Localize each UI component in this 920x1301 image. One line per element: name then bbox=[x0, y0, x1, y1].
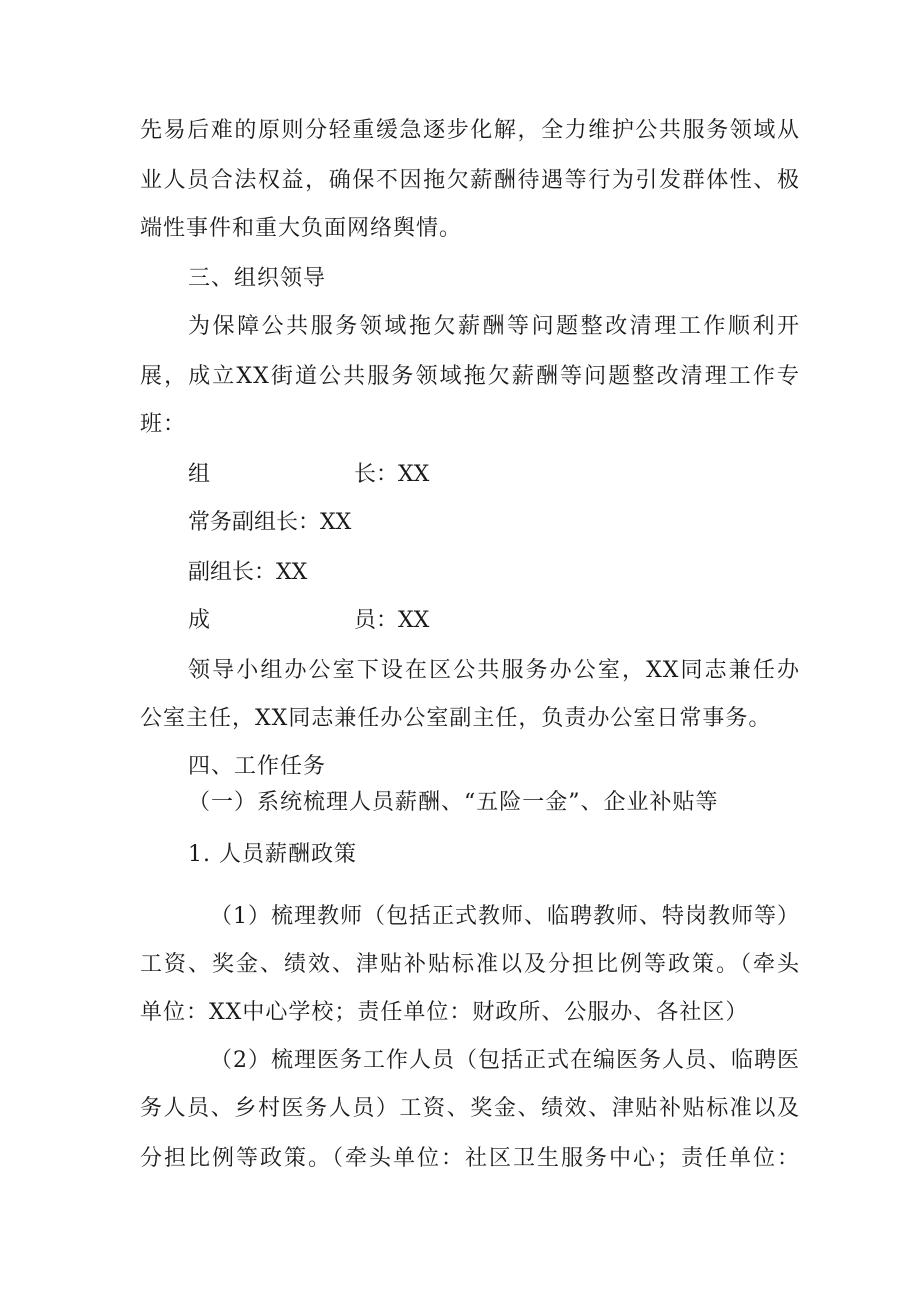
paragraph-line: 单位：XX中心学校；责任单位：财政所、公服办、各社区） bbox=[140, 1000, 749, 1025]
role-exec-deputy: 常务副组长：XX bbox=[188, 510, 352, 535]
paragraph-line: 端性事件和重大负面网络舆情。 bbox=[140, 216, 463, 241]
paragraph-line: 先易后难的原则分轻重缓急逐步化解，全力维护公共服务领域从 bbox=[140, 118, 800, 143]
paragraph-line: 领导小组办公室下设在区公共服务办公室，XX同志兼任办 bbox=[188, 658, 800, 683]
paragraph-line: 业人员合法权益，确保不因拖欠薪酬待遇等行为引发群体性、极 bbox=[140, 168, 800, 193]
section-heading: 三、组织领导 bbox=[188, 266, 327, 291]
paragraph-line: 为保障公共服务领域拖欠薪酬等问题整改清理工作顺利开 bbox=[188, 314, 800, 339]
subsection-heading: （一）系统梳理人员薪酬、“五险一金”、企业补贴等 bbox=[188, 790, 719, 815]
paragraph-line: （2）梳理医务工作人员（包括正式在编医务人员、临聘医 bbox=[210, 1048, 800, 1073]
paragraph-line: 分担比例等政策。（牵头单位：社区卫生服务中心；责任单位： bbox=[140, 1146, 800, 1171]
role-label-leader: 组 bbox=[188, 462, 211, 487]
paragraph-line: 展，成立XX街道公共服务领域拖欠薪酬等问题整改清理工作专 bbox=[140, 364, 800, 389]
role-value-member: 员：XX bbox=[354, 608, 430, 633]
paragraph-line: 工资、奖金、绩效、津贴补贴标准以及分担比例等政策。（牵头 bbox=[140, 952, 800, 977]
subsection-item-heading: 1. 人员薪酬政策 bbox=[188, 842, 357, 867]
role-value-leader: 长：XX bbox=[354, 462, 430, 487]
section-heading: 四、工作任务 bbox=[188, 754, 327, 779]
paragraph-line: 务人员、乡村医务人员）工资、奖金、绩效、津贴补贴标准以及 bbox=[140, 1096, 800, 1121]
role-deputy: 副组长：XX bbox=[188, 560, 308, 585]
role-label-member: 成 bbox=[188, 608, 211, 633]
paragraph-line: （1）梳理教师（包括正式教师、临聘教师、特岗教师等） bbox=[210, 904, 800, 929]
paragraph-line: 公室主任，XX同志兼任办公室副主任，负责办公室日常事务。 bbox=[140, 706, 772, 731]
paragraph-line: 班： bbox=[140, 412, 187, 437]
